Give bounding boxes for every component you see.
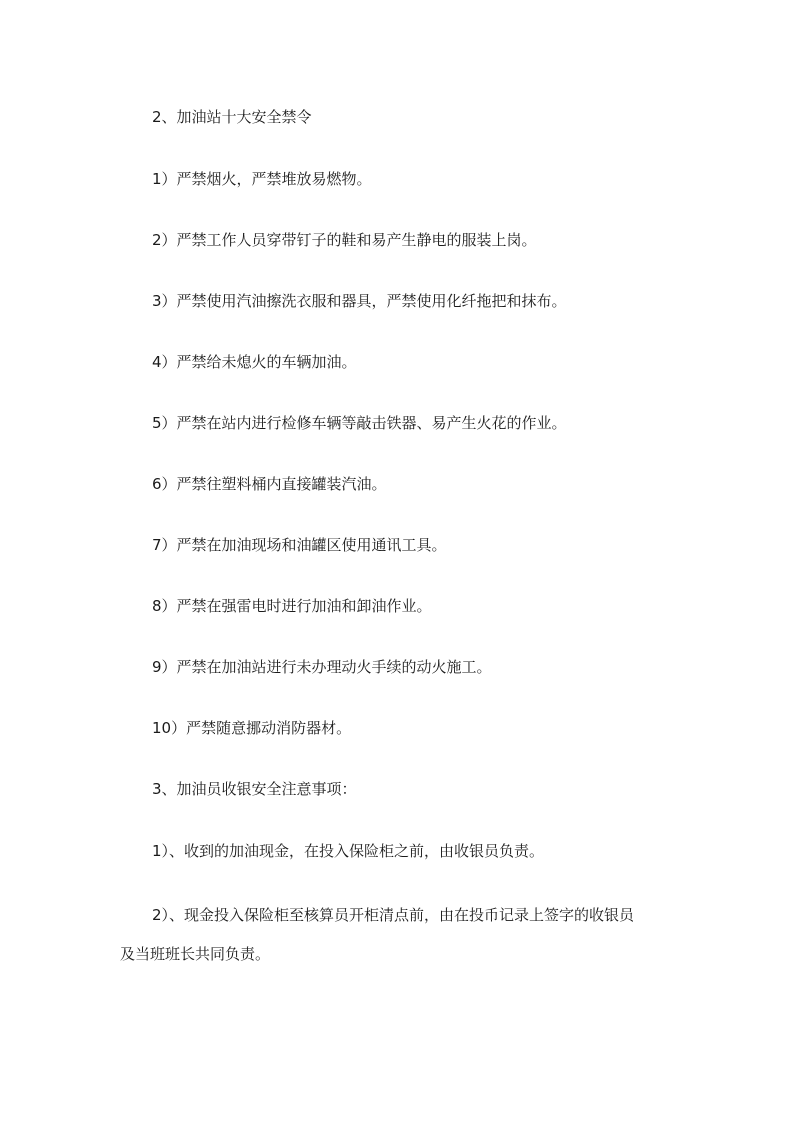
prohibition-item-7: 7）严禁在加油现场和油罐区使用通讯工具。 — [152, 536, 447, 554]
prohibition-item-3: 3）严禁使用汽油擦洗衣服和器具，严禁使用化纤拖把和抹布。 — [152, 292, 567, 310]
cashier-item-2: 2）、现金投入保险柜至核算员开柜清点前，由在投币记录上签字的收银员 — [152, 906, 635, 924]
prohibition-item-10: 10）严禁随意挪动消防器材。 — [152, 719, 352, 737]
prohibition-item-2: 2）严禁工作人员穿带钉子的鞋和易产生静电的服装上岗。 — [152, 231, 537, 249]
prohibition-item-6: 6）严禁往塑料桶内直接罐装汽油。 — [152, 475, 387, 493]
prohibition-item-8: 8）严禁在强雷电时进行加油和卸油作业。 — [152, 597, 432, 615]
section-heading-cashier-safety: 3、加油员收银安全注意事项： — [152, 780, 357, 798]
cashier-item-2-continuation: 及当班班长共同负责。 — [120, 945, 271, 963]
prohibition-item-4: 4）严禁给未熄火的车辆加油。 — [152, 353, 357, 371]
section-heading-ten-prohibitions: 2、加油站十大安全禁令 — [152, 108, 312, 126]
cashier-item-1: 1）、收到的加油现金，在投入保险柜之前，由收银员负责。 — [152, 842, 545, 860]
prohibition-item-1: 1）严禁烟火，严禁堆放易燃物。 — [152, 170, 372, 188]
prohibition-item-9: 9）严禁在加油站进行未办理动火手续的动火施工。 — [152, 658, 492, 676]
prohibition-item-5: 5）严禁在站内进行检修车辆等敲击铁器、易产生火花的作业。 — [152, 414, 567, 432]
